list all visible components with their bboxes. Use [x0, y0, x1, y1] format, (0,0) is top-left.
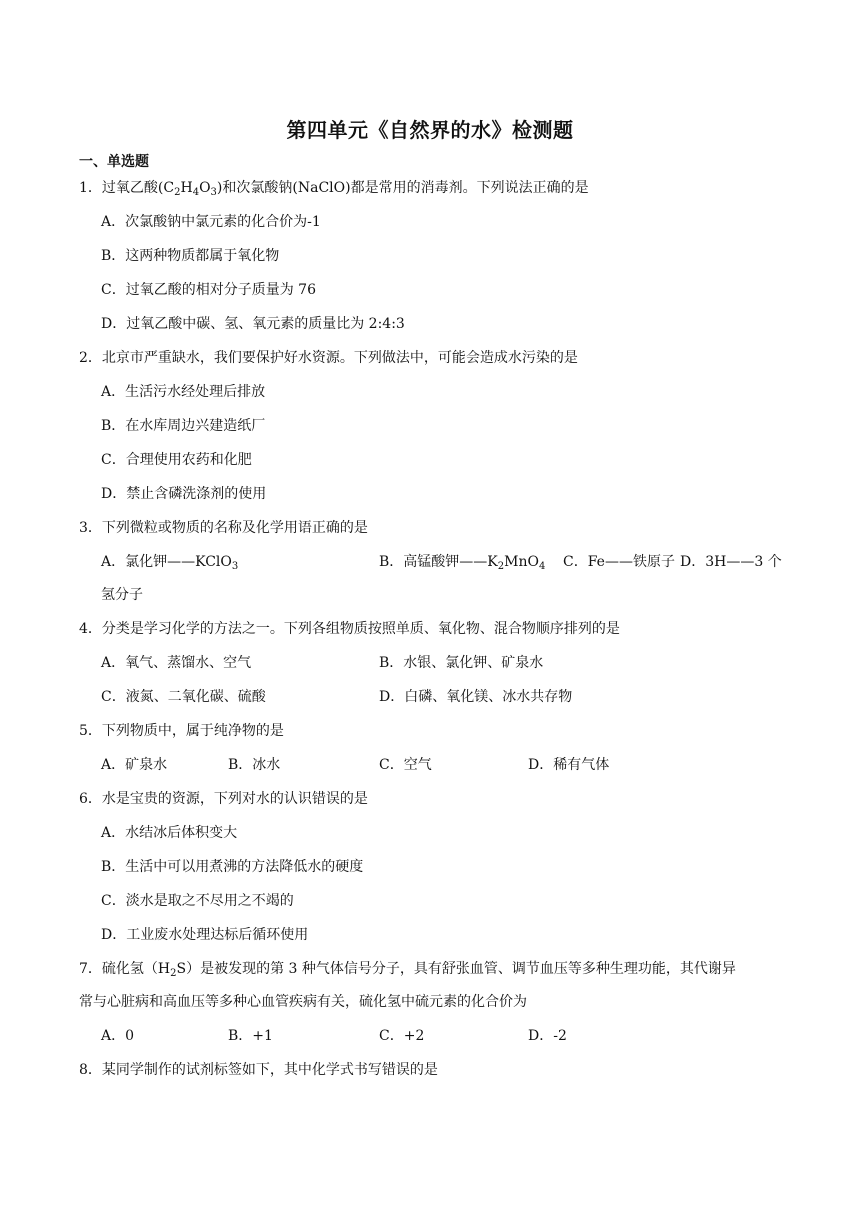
question-1-stem: 1．过氧乙酸$(C_2H_4O_3)$和次氯酸钠(NaClO)都是常用的消毒剂。下列说法正确的是 — [79, 180, 589, 198]
question-1-option-d: D．过氧乙酸中碳、氢、氧元素的质量比为 2:4:3 — [101, 316, 405, 332]
question-3-option-b: B．高锰酸钾$——K_2MnO_4$ — [379, 554, 546, 572]
question-4-stem: 4．分类是学习化学的方法之一。下列各组物质按照单质、氧化物、混合物顺序排列的是 — [79, 621, 620, 637]
question-4-option-a: A．氧气、蒸馏水、空气 — [101, 655, 252, 671]
question-2-stem: 2．北京市严重缺水，我们要保护好水资源。下列做法中，可能会造成水污染的是 — [79, 350, 578, 366]
question-6-option-c: C．淡水是取之不尽用之不竭的 — [101, 893, 294, 909]
question-2-option-b: B．在水库周边兴建造纸厂 — [101, 418, 266, 434]
question-4-option-c: C．液氮、二氧化碳、硫酸 — [101, 689, 266, 705]
question-5-option-b: B．冰水 — [228, 757, 281, 773]
question-4-option-d: D．白磷、氧化镁、冰水共存物 — [379, 689, 573, 705]
question-3-option-d: D．3H——3 个 — [680, 554, 782, 570]
question-3-option-a: A．氯化钾——KClO$_3$ — [101, 554, 239, 572]
question-6-option-d: D．工业废水处理达标后循环使用 — [101, 927, 309, 943]
question-2-option-c: C．合理使用农药和化肥 — [101, 452, 252, 468]
question-3-stem: 3．下列微粒或物质的名称及化学用语正确的是 — [79, 520, 368, 536]
question-2-option-a: A．生活污水经处理后排放 — [101, 384, 266, 400]
question-7-option-b: B．+1 — [228, 1028, 273, 1044]
question-7-option-c: C．+2 — [379, 1028, 425, 1044]
question-7-option-d: D．-2 — [528, 1028, 567, 1044]
question-7-stem-line-2: 常与心脏病和高血压等多种心血管疾病有关，硫化氢中硫元素的化合价为 — [79, 994, 527, 1010]
question-6-option-a: A．水结冰后体积变大 — [101, 825, 238, 841]
question-6-stem: 6．水是宝贵的资源，下列对水的认识错误的是 — [79, 791, 368, 807]
question-7-stem: 7．硫化氢$(H_2S)$是被发现的第 3 种气体信号分子，具有舒张血管、调节血压等多种生理功能，其代谢异 — [79, 961, 736, 979]
question-5-option-c: C．空气 — [379, 757, 432, 773]
question-6-option-b: B．生活中可以用煮沸的方法降低水的硬度 — [101, 859, 364, 875]
section-heading: 一、单选题 — [79, 154, 149, 170]
question-7-option-a: A．0 — [101, 1028, 135, 1044]
question-1-option-a: A．次氯酸钠中氯元素的化合价为-1 — [101, 214, 321, 230]
question-1-option-c: C．过氧乙酸的相对分子质量为 76 — [101, 282, 316, 298]
question-5-option-d: D．稀有气体 — [528, 757, 610, 773]
question-5-stem: 5．下列物质中，属于纯净物的是 — [79, 723, 284, 739]
question-4-option-b: B．水银、氯化钾、矿泉水 — [379, 655, 544, 671]
question-8-stem: 8．某同学制作的试剂标签如下，其中化学式书写错误的是 — [79, 1062, 438, 1078]
question-3-option-c: C．Fe——铁原子 — [563, 554, 675, 570]
question-5-option-a: A．矿泉水 — [101, 757, 168, 773]
question-2-option-d: D．禁止含磷洗涤剂的使用 — [101, 486, 267, 502]
question-3-option-d-continued: 氢分子 — [101, 587, 143, 603]
question-1-option-b: B．这两种物质都属于氧化物 — [101, 248, 280, 264]
page-title: 第四单元《自然界的水》检测题 — [286, 118, 574, 142]
